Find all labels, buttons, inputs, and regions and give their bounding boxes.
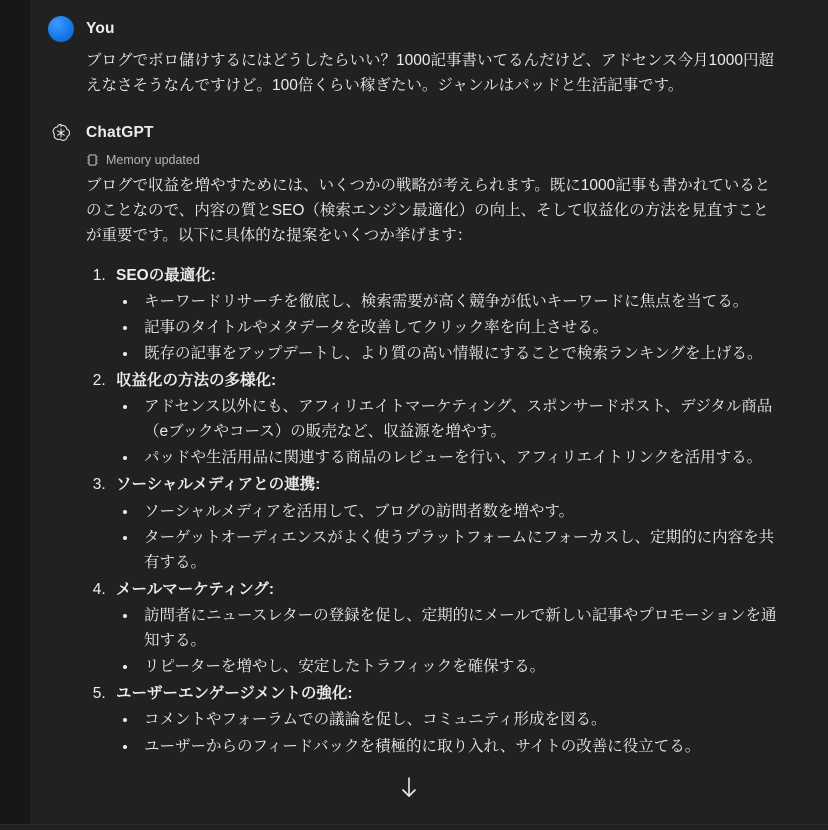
message-author: You: [86, 20, 115, 37]
list-item: • ターゲットオーディエンスがよく使うプラットフォームにフォーカスし、定期的に内容を共有する。: [138, 525, 784, 575]
list-item: • パッドや生活用品に関連する商品のレビューを行い、アフィリエイトリンクを活用する。: [138, 445, 784, 470]
answer-section-title: ソーシャルメディアとの連携:: [116, 476, 321, 494]
list-item: • アドセンス以外にも、アフィリエイトマーケティング、スポンサードポスト、デジタル商品（eブックやコース）の販売など、収益源を増やす。: [138, 394, 784, 444]
list-item: • 既存の記事をアップデートし、より質の高い情報にすることで検索ランキングを上げる。: [138, 341, 784, 366]
list-item: • コメントやフォーラムでの議論を促し、コミュニティ形成を図る。: [138, 707, 784, 732]
list-item: • 訪問者にニュースレターの登録を促し、定期的にメールで新しい記事やプロモーションを通知する。: [138, 603, 784, 653]
memory-icon: [86, 153, 99, 167]
answer-bullet-list: [116, 289, 784, 366]
message-header: [48, 120, 804, 146]
answer-bullet-list: [116, 394, 784, 470]
openai-logo-icon: [48, 120, 74, 146]
answer-section: [110, 577, 784, 679]
answer-section: [110, 263, 784, 366]
sidebar-gutter: [0, 0, 30, 830]
conversation-scroll-area[interactable]: [30, 0, 828, 830]
answer-section-title: メールマーケティング:: [116, 580, 274, 598]
message-header: [48, 16, 804, 42]
assistant-intro-paragraph: ブログで収益を増やすためには、いくつかの戦略が考えられます。既に1000記事も書かれているとのことなので、内容の質とSEO（検索エンジン最適化）の向上、そして収益化の方法を見直すことが重要です。以下に具体的な提案をいくつか挙げます：: [86, 177, 771, 245]
answer-section-list: [86, 263, 784, 759]
memory-updated-label: Memory updated: [106, 153, 200, 168]
list-item: • ユーザーからのフィードバックを積極的に取り入れ、サイトの改善に役立てる。: [138, 734, 784, 759]
message-assistant: [30, 98, 828, 758]
user-message-text: ブログでボロ儲けするにはどうしたらいい？1000記事書いてるんだけど、アドセンス今月1000円超えなさそうなんですけど。100倍くらい稼ぎたい。ジャンルはパッドと生活記事です。: [86, 52, 775, 95]
list-item: • キーワードリサーチを徹底し、検索需要が高く競争が低いキーワードに焦点を当てる。: [138, 289, 784, 314]
answer-section: [110, 681, 784, 758]
answer-section: [110, 368, 784, 470]
answer-section: [110, 472, 784, 574]
list-item: • 記事のタイトルやメタデータを改善してクリック率を向上させる。: [138, 315, 784, 340]
list-item: • リピーターを増やし、安定したトラフィックを確保する。: [138, 654, 784, 679]
answer-section-title: SEOの最適化:: [116, 266, 216, 284]
assistant-message-body: [86, 173, 784, 758]
memory-updated-badge: [86, 153, 804, 167]
answer-bullet-list: [116, 707, 784, 758]
message-user: [30, 0, 828, 98]
bottom-edge: [0, 824, 828, 830]
answer-bullet-list: [116, 603, 784, 679]
answer-section-title: ユーザーエンゲージメントの強化:: [116, 685, 353, 703]
answer-section-title: 収益化の方法の多様化:: [116, 371, 277, 389]
answer-bullet-list: [116, 499, 784, 575]
user-avatar-icon: [48, 16, 74, 42]
message-author: ChatGPT: [86, 124, 154, 142]
list-item: • ソーシャルメディアを活用して、ブログの訪問者数を増やす。: [138, 499, 784, 524]
